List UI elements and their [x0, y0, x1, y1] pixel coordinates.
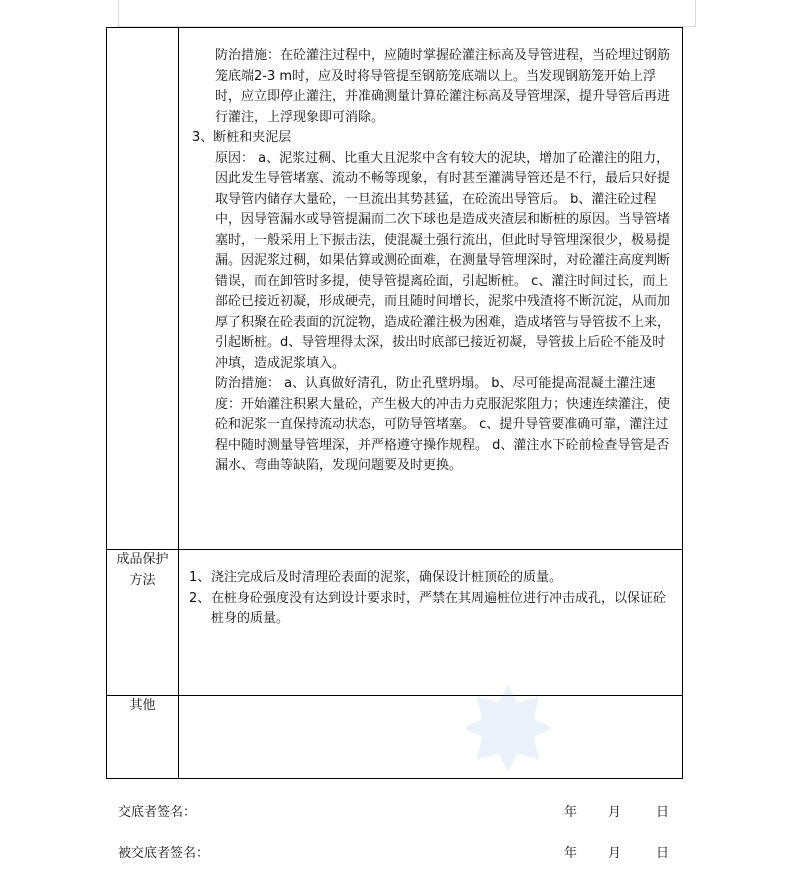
protection-cell — [179, 550, 683, 696]
year-label: 年 — [564, 846, 578, 861]
list-item — [189, 568, 674, 589]
list-number: 1、 — [189, 570, 211, 585]
discloser-label: 交底者签名： — [118, 805, 197, 820]
table-row — [107, 696, 683, 779]
measures-cell — [179, 28, 683, 550]
prevention-paragraph-1: 防治措施：在砼灌注过程中，应随时掌握砼灌注标高及导管进程，当砼埋过钢筋笼底端2-3 m时，应及时将导管提至钢筋笼底端以上。当发现钢筋笼开始上浮时，应立即停止灌注，并准确测量计算砼灌注标高及导管埋深，提升导管后再进行灌注，上浮现象即可消除。 — [215, 48, 671, 125]
prevention-paragraph-2: 防治措施： a、认真做好清孔，防止孔壁坍塌。 b、尽可能提高混凝土灌注速度：开始灌注积累大量砼，产生极大的冲击力克服泥浆阻力；快速连续灌注，使砼和泥浆一直保持流动状态，可防导管堵塞。 c、提升导管要准确可靠，灌注过程中随时测量导管埋深，并严格遵守操作规程。 d、灌注水下砼前检查导管是否漏水、弯曲等缺陷，发现问题要及时更换。 — [215, 376, 671, 473]
list-text: 浇注完成后及时清理砼表面的泥浆，确保设计桩顶砼的质量。 — [211, 570, 563, 585]
list-text: 在桩身砼强度没有达到设计要求时，严禁在其周遍桩位进行冲击成孔，以保证砼桩身的质量。 — [211, 590, 667, 626]
cause-paragraph: 原因： a、泥浆过稠、比重大且泥浆中含有较大的泥块，增加了砼灌注的阻力，因此发生导管堵塞、流动不畅等现象，有时甚至灌满导管还是不行，最后只好提取导管内储存大量砼，一旦流出其势甚猛，在砼流出导管后。 b、灌注砼过程中，因导管漏水或导管提漏而二次下球也是造成夹渣层和断桩的原因。当导管堵塞时，一般采用上下振击法，使混凝土强行流出，但此时导管埋深很少，极易提漏。因泥浆过稠，如果估算或测砼面难，在测量导管埋深时，对砼灌注高度判断错误，而在卸管时多提，使导管提离砼面，引起断桩。 c、灌注时间过长，而上部砼已接近初凝，形成硬壳，而且随时间增长，泥浆中残渣将不断沉淀，从而加厚了积聚在砼表面的沉淀物，造成砼灌注极为困难，造成堵管与导管拔不上来，引起断桩。d、导管埋得太深，拔出时底部已接近初凝，导管拔上后砼不能及时冲填，造成泥浆填入。 — [215, 150, 671, 371]
day-label: 日 — [656, 805, 670, 820]
day-label: 日 — [656, 846, 670, 861]
table-row — [107, 550, 683, 696]
list-number: 2、 — [189, 590, 211, 606]
list-item — [189, 589, 674, 630]
other-label: 其他 — [129, 698, 156, 713]
table-row — [107, 28, 683, 550]
protection-label: 成品保护方法 — [116, 552, 169, 588]
month-label: 月 — [608, 846, 622, 861]
month-label: 月 — [608, 805, 622, 820]
other-label-cell — [107, 696, 179, 779]
page-margin-guides — [118, 0, 696, 27]
receiver-label: 被交底者签名： — [118, 846, 210, 861]
row-label-empty — [107, 28, 179, 550]
protection-label-cell — [107, 550, 179, 696]
other-cell — [179, 696, 683, 779]
year-label: 年 — [564, 805, 578, 820]
section-heading: 3、断桩和夹泥层 — [192, 130, 292, 145]
snowflake-watermark-icon — [462, 682, 554, 774]
disclosure-table — [106, 27, 683, 779]
